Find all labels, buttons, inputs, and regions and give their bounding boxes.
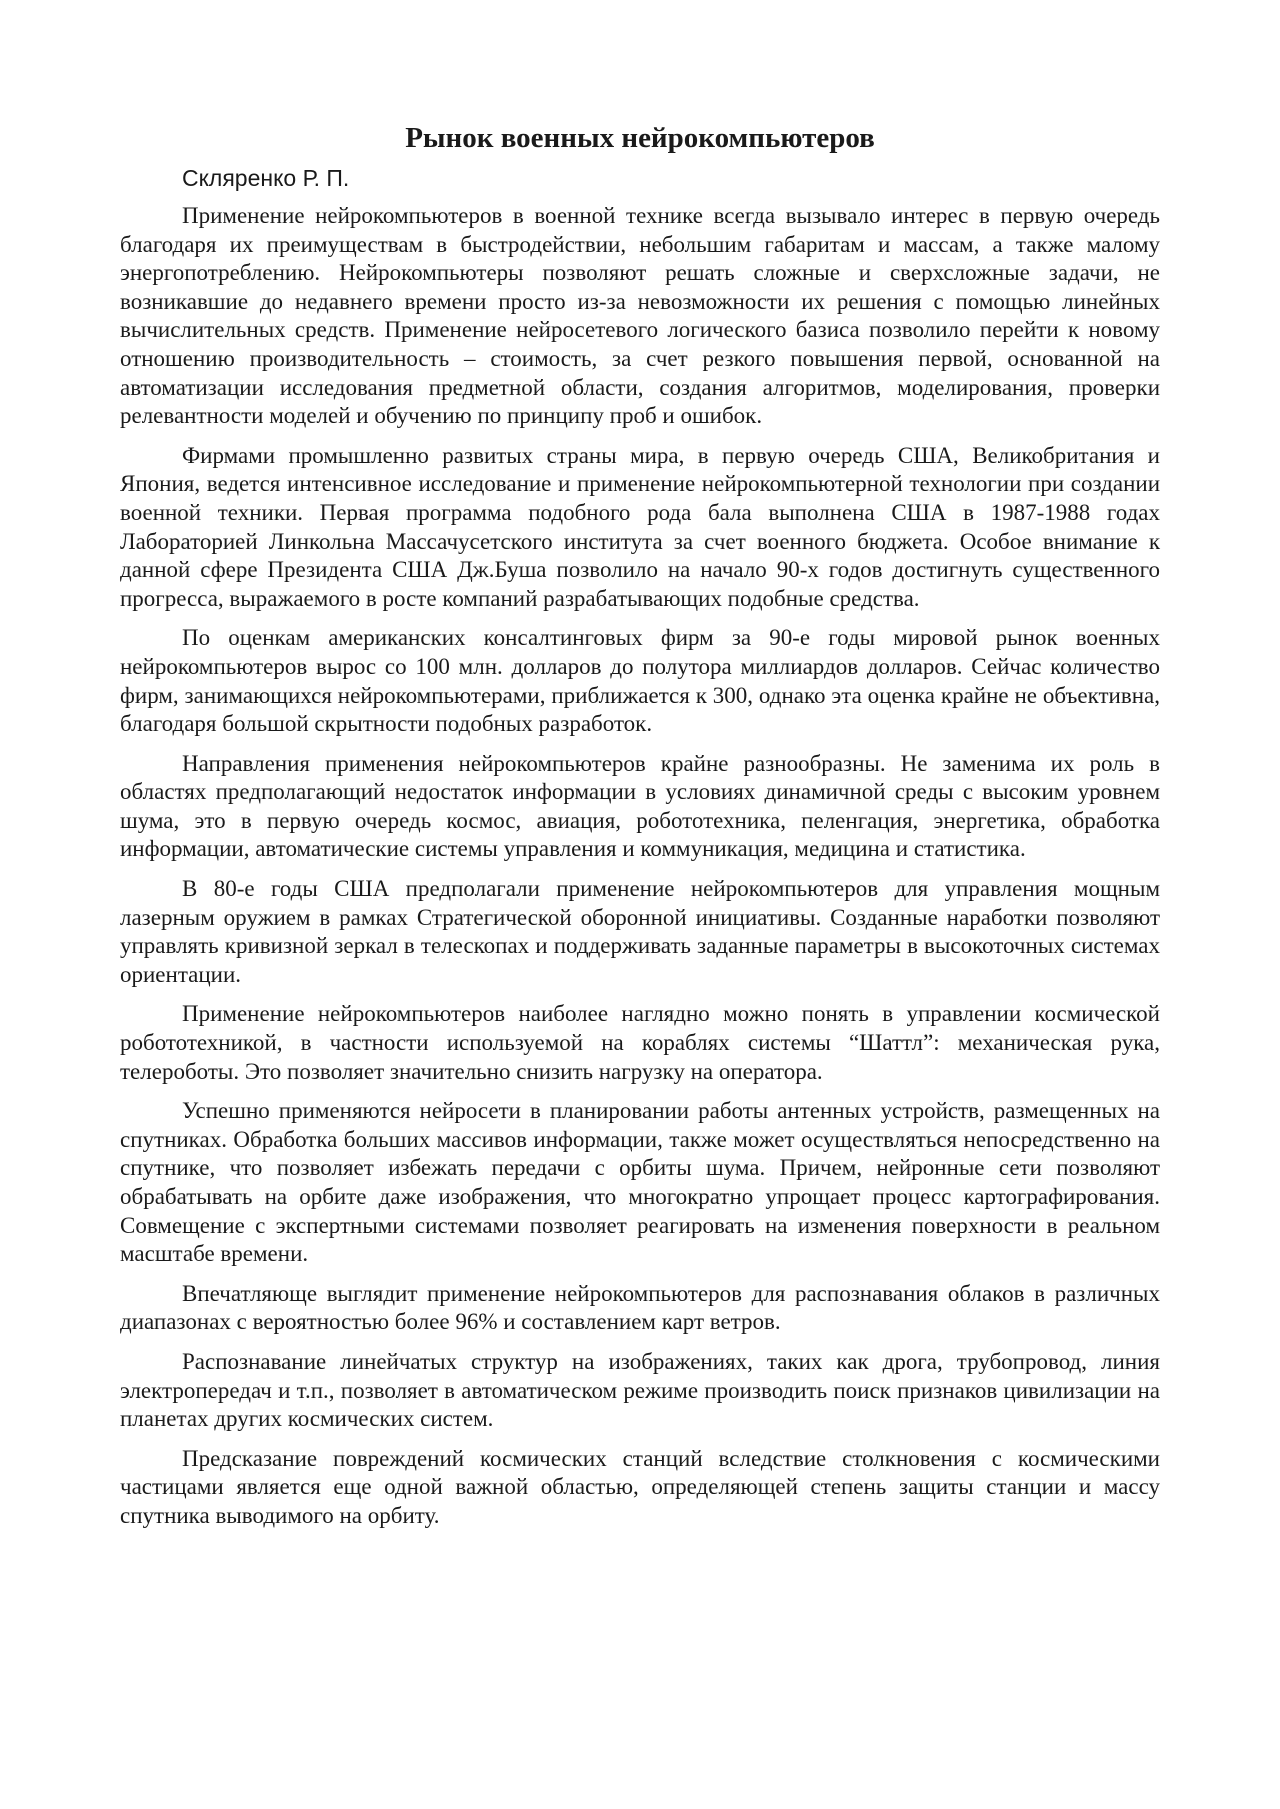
paragraph: Направления применения нейрокомпьютеров крайне разнообразны. Не заменима их роль в областях предполагающий недостаток информации в условиях динамичной среды с высоким уровнем шума, это в первую очередь космос, авиация, робототехника, пеленгация, энергетика, обработка информации, автоматические системы управления и коммуникация, медицина и статистика.	[120, 750, 1160, 862]
paragraph: В 80-е годы США предполагали применение нейрокомпьютеров для управления мощным лазерным оружием в рамках Стратегической оборонной инициативы. Созданные наработки позволяют управлять кривизной зеркал в телескопах и поддерживать заданные параметры в высокоточных системах ориентации.	[120, 876, 1160, 987]
paragraph: Применение нейрокомпьютеров наиболее наглядно можно понять в управлении космической робототехникой, в частности используемой на кораблях системы “Шаттл”: механическая рука, телероботы. Это позволяет значительно снизить нагрузку на оператора.	[120, 1001, 1160, 1084]
document-page	[120, 120, 1160, 1542]
document-author: Скляренко Р. П.	[182, 165, 350, 191]
paragraph: Предсказание повреждений космических станций вследствие столкновения с космическими частицами является еще одной важной областью, определяющей степень защиты станции и массу спутника выводимого на орбиту.	[120, 1445, 1160, 1528]
paragraph: По оценкам американских консалтинговых фирм за 90-е годы мировой рынок военных нейрокомпьютеров вырос со 100 млн. долларов до полутора миллиардов долларов. Сейчас количество фирм, занимающихся нейрокомпьютерами, приближается к 300, однако эта оценка крайне не объективна, благодаря большой скрытности подобных разработок.	[120, 625, 1160, 737]
paragraph: Успешно применяются нейросети в планировании работы антенных устройств, размещенных на спутниках. Обработка больших массивов информации, также может осуществляться непосредственно на спутнике, что позволяет избежать передачи с орбиты шума. Причем, нейронные сети позволяют обрабатывать на орбите даже изображения, что многократно упрощает процесс картографирования. Совмещение с экспертными системами позволяет реагировать на изменения поверхности в реальном масштабе времени.	[120, 1098, 1160, 1267]
paragraph: Фирмами промышленно развитых страны мира, в первую очередь США, Великобритания и Япония, ведется интенсивное исследование и применение нейрокомпьютерной технологии при создании военной техники. Первая программа подобного рода бала выполнена США в 1987-1988 годах Лабораторией Линкольна Массачусетского института за счет военного бюджета. Особое внимание к данной сфере Президента США Дж.Буша позволило на начало 90-х годов достигнуть существенного прогресса, выражаемого в росте компаний разрабатывающих подобные средства.	[120, 442, 1160, 611]
paragraph: Впечатляюще выглядит применение нейрокомпьютеров для распознавания облаков в различных диапазонах с вероятностью более 96% и составлением карт ветров.	[120, 1280, 1160, 1335]
paragraph: Распознавание линейчатых структур на изображениях, таких как дрога, трубопровод, линия электропередач и т.п., позволяет в автоматическом режиме производить поиск признаков цивилизации на планетах других космических систем.	[120, 1348, 1160, 1432]
paragraph: Применение нейрокомпьютеров в военной технике всегда вызывало интерес в первую очередь благодаря их преимуществам в быстродействии, небольшим габаритам и массам, а также малому энергопотреблению. Нейрокомпьютеры позволяют решать сложные и сверхсложные задачи, не возникавшие до недавнего времени просто из-за невозможности их решения с помощью линейных вычислительных средств. Применение нейросетевого логического базиса позволило перейти к новому отношению производительность – стоимость, за счет резкого повышения первой, основанной на автоматизации исследования предметной области, создания алгоритмов, моделирования, проверки релевантности моделей и обучению по принципу проб и ошибок.	[120, 203, 1160, 429]
document-title: Рынок военных нейрокомпьютеров	[405, 122, 875, 154]
